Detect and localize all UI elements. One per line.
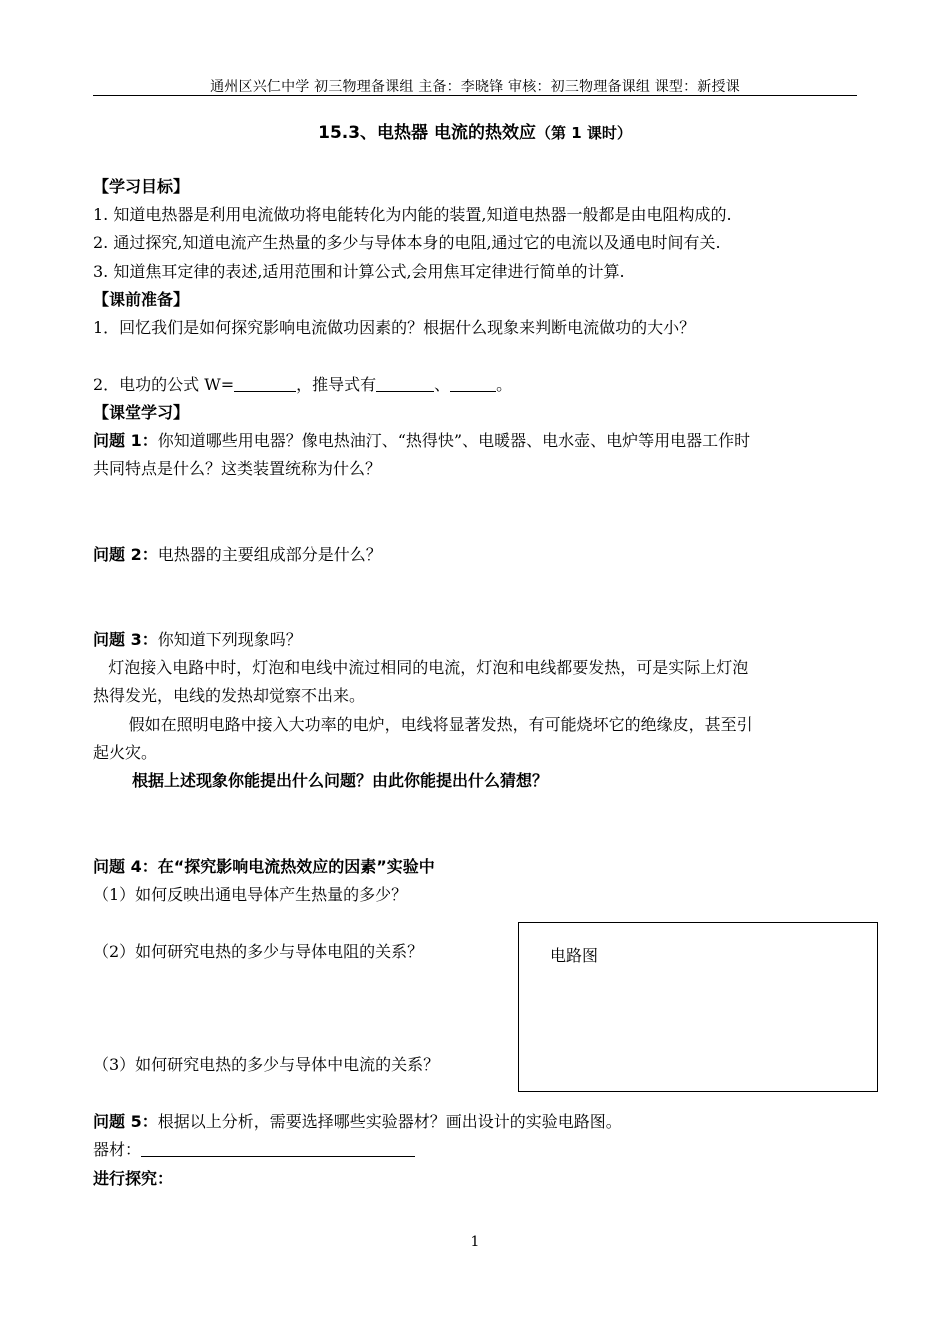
question-3-label: 问题 3： [93,630,158,649]
page-header: 通州区兴仁中学 初三物理备课组 主备：李晓锋 审核：初三物理备课组 课型：新授课 [210,79,740,95]
objective-item-2: 2. 通过探究,知道电流产生热量的多少与导体本身的电阻,通过它的电流以及通电时间有关. [93,233,721,252]
question-5 [93,1111,622,1133]
circuit-diagram-box[interactable] [518,922,878,1092]
question-3-paragraph-1-line-1: 灯泡接入电路中时，灯泡和电线中流过相同的电流，灯泡和电线都要发热，可是实际上灯泡 [93,658,749,677]
title-sub: （第 1 课时） [535,124,632,142]
question-3-paragraph-2-line-1: 假如在照明电路中接入大功率的电炉，电线将显著发热，有可能烧坏它的绝缘皮，甚至引 [93,715,753,734]
question-3-paragraph-1-line-2: 热得发光，电线的发热却觉察不出来。 [93,686,366,705]
objective-item-1: 1. 知道电热器是利用电流做功将电能转化为内能的装置,知道电热器一般都是由电阻构成的. [93,205,732,224]
page-title [93,118,857,143]
question-5-text: 根据以上分析，需要选择哪些实验器材？画出设计的实验电路图。 [157,1112,622,1131]
question-1-text: 你知道哪些用电器？像电热油汀、“热得快”、电暖器、电水壶、电炉等用电器工作时 [157,431,751,450]
question-2 [93,544,382,566]
title-main: 15.3、电热器 电流的热效应 [318,123,536,143]
formula-prefix: 2．电功的公式 W= [93,375,235,394]
derived-formula-blank-2[interactable] [450,375,496,392]
question-3-text: 你知道下列现象吗？ [157,630,302,649]
explore-label: 进行探究： [93,1169,174,1188]
preparation-question-2 [93,374,512,396]
equipment-blank[interactable] [141,1140,415,1157]
question-1-label: 问题 1： [93,431,158,450]
equipment-label: 器材： [93,1140,142,1159]
objective-item-3: 3. 知道焦耳定律的表述,适用范围和计算公式,会用焦耳定律进行简单的计算. [93,262,625,281]
formula-mid: ，推导式有 [296,375,377,394]
question-4-part-3: （3）如何研究电热的多少与导体中电流的关系？ [93,1055,440,1074]
question-3-paragraph-2-line-2: 起火灾。 [93,743,158,762]
formula-blank[interactable] [234,375,296,392]
preparation-question-1: 1．回忆我们是如何探究影响电流做功因素的？根据什么现象来判断电流做功的大小？ [93,318,696,337]
question-4-part-2: （2）如何研究电热的多少与导体电阻的关系？ [93,942,424,961]
question-4-heading: 问题 4：在“探究影响电流热效应的因素”实验中 [93,857,435,876]
question-5-label: 问题 5： [93,1112,158,1131]
circuit-diagram-label: 电路图 [550,946,599,965]
question-1-line-1 [93,430,750,452]
question-2-label: 问题 2： [93,545,158,564]
question-3-prompt: 根据上述现象你能提出什么问题？由此你能提出什么猜想？ [132,771,549,790]
question-4-part-1: （1）如何反映出通电导体产生热量的多少？ [93,885,408,904]
question-1-line-2: 共同特点是什么？这类装置统称为什么？ [93,459,382,478]
page-number: 1 [470,1234,480,1250]
formula-sep: 、 [434,375,451,394]
derived-formula-blank-1[interactable] [376,375,434,392]
formula-end: 。 [496,375,513,394]
objectives-heading: 【学习目标】 [93,177,190,196]
equipment-line [93,1139,415,1161]
header-divider [93,95,857,96]
question-3 [93,629,302,651]
classroom-heading: 【课堂学习】 [93,403,190,422]
preparation-heading: 【课前准备】 [93,290,190,309]
question-2-text: 电热器的主要组成部分是什么？ [157,545,382,564]
